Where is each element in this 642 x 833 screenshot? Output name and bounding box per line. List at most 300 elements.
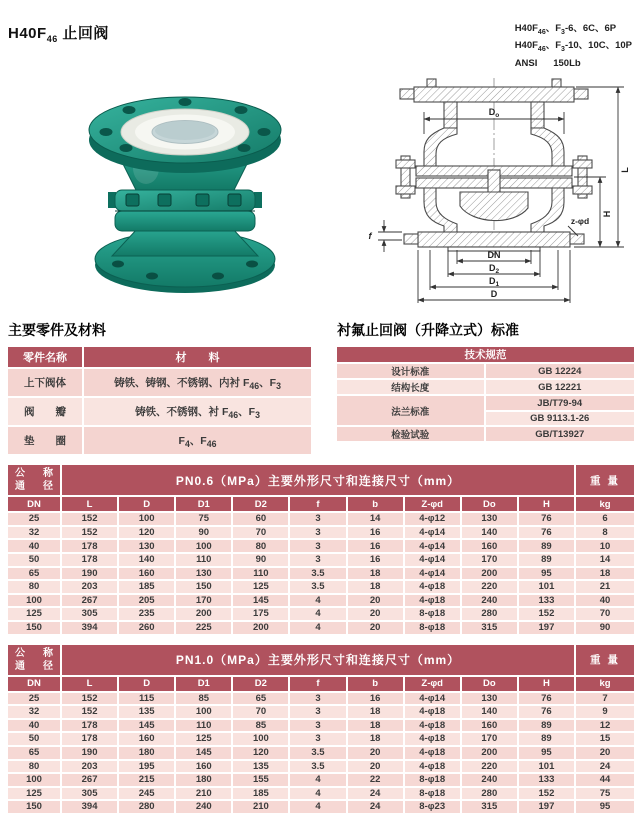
dim-cell: 18 xyxy=(348,733,405,747)
dim-cell: 40 xyxy=(8,720,62,734)
dim-cell: 160 xyxy=(176,761,233,775)
subscript: 3 xyxy=(255,409,260,420)
dim-cell: 178 xyxy=(62,720,119,734)
dim-cell: 150 xyxy=(176,581,233,595)
column-header: kg xyxy=(576,677,634,693)
dim-cell: 3 xyxy=(290,513,347,527)
column-header: f xyxy=(290,497,347,513)
model-code-line xyxy=(515,22,632,39)
column-header: Z-φd xyxy=(405,497,462,513)
subscript: 46 xyxy=(228,409,239,420)
dim-cell: 44 xyxy=(576,774,634,788)
dim-cell: 125 xyxy=(8,788,62,802)
model-code-line xyxy=(515,57,632,71)
table-row xyxy=(8,761,634,775)
dim-cell: 240 xyxy=(462,595,519,609)
ptfe-liner xyxy=(121,109,249,155)
dim-cell: 24 xyxy=(348,788,405,802)
dim-cell: 155 xyxy=(233,774,290,788)
dim-cell: 110 xyxy=(176,720,233,734)
dim-cell: 315 xyxy=(462,801,519,815)
dim-cell: 40 xyxy=(576,595,634,609)
dim-cell: 160 xyxy=(119,568,176,582)
dim-cell: 3.5 xyxy=(290,581,347,595)
dim-cell: 20 xyxy=(348,761,405,775)
text-segment: 铸铁、铸钢、不锈钢、内衬 F xyxy=(114,376,250,389)
col-header-part: 零件名称 xyxy=(8,347,84,369)
text-segment: H40F xyxy=(514,23,538,34)
lower-body xyxy=(112,228,258,256)
standard-name-cell: 结构长度 xyxy=(337,380,486,396)
text-segment: 止回阀 xyxy=(57,25,109,42)
dim-cell: 4-φ18 xyxy=(405,720,462,734)
dim-cell: 115 xyxy=(119,693,176,707)
subscript: 46 xyxy=(206,438,217,449)
dim-label-d: D xyxy=(490,289,498,300)
dim-cell: 205 xyxy=(119,595,176,609)
text-segment: 铸铁、不锈钢、衬 F xyxy=(135,405,229,418)
table-row xyxy=(8,540,634,554)
dim-cell: 180 xyxy=(119,747,176,761)
dim-cell: 170 xyxy=(462,554,519,568)
table-row xyxy=(8,581,634,595)
model-codes xyxy=(515,22,632,70)
dim-cell: 240 xyxy=(176,801,233,815)
dim-cell: 18 xyxy=(576,568,634,582)
table-row xyxy=(8,398,311,427)
dim-table-title: PN1.0（MPa）主要外形尺寸和连接尺寸（mm） xyxy=(62,645,576,677)
dim-cell: 110 xyxy=(176,554,233,568)
dim-cell: 4-φ12 xyxy=(405,513,462,527)
dim-header-nominal-diameter xyxy=(8,465,62,497)
dim-cell: 3 xyxy=(290,554,347,568)
dim-label-dn: DN xyxy=(487,250,501,261)
table-row xyxy=(337,396,634,412)
page-title xyxy=(8,22,109,44)
subscript: 46 xyxy=(46,34,58,44)
dim-cell: 20 xyxy=(348,747,405,761)
dim-cell: 170 xyxy=(462,733,519,747)
dim-cell: 65 xyxy=(8,747,62,761)
dim-cell: 101 xyxy=(519,581,576,595)
dim-cell: 4-φ14 xyxy=(405,693,462,707)
dim-cell: 22 xyxy=(348,774,405,788)
text-segment: ANSI 150Lb xyxy=(514,57,581,69)
header-row xyxy=(337,347,634,364)
dim-cell: 80 xyxy=(8,581,62,595)
dim-cell: 85 xyxy=(176,693,233,707)
dim-cell: 145 xyxy=(233,595,290,609)
dim-cell: 280 xyxy=(462,608,519,622)
dim-cell: 125 xyxy=(233,581,290,595)
middle-flange xyxy=(108,190,262,231)
dim-cell: 6 xyxy=(576,513,634,527)
column-header: H xyxy=(519,677,576,693)
dim-cell: 4 xyxy=(290,608,347,622)
model-code-line xyxy=(515,39,632,56)
dim-cell: 32 xyxy=(8,706,62,720)
dim-cell: 4-φ14 xyxy=(405,568,462,582)
dim-cell: 20 xyxy=(576,747,634,761)
subscript: 46 xyxy=(537,46,546,54)
text-segment: H40F xyxy=(8,25,47,42)
dim-cell: 120 xyxy=(119,527,176,541)
standard-value-cell: JB/T79-94 xyxy=(486,396,635,412)
corner-char: 通 xyxy=(15,481,25,493)
dim-cell: 8-φ18 xyxy=(405,788,462,802)
valve-technical-drawing xyxy=(354,74,642,308)
dim-cell: 170 xyxy=(176,595,233,609)
part-name-cell: 上下阀体 xyxy=(8,369,84,398)
dim-cell: 90 xyxy=(233,554,290,568)
dim-cell: 3.5 xyxy=(290,761,347,775)
dim-cell: 200 xyxy=(233,622,290,636)
dim-cell: 145 xyxy=(119,720,176,734)
column-header: D xyxy=(119,497,176,513)
table-row xyxy=(8,720,634,734)
standard-name-cell: 设计标准 xyxy=(337,364,486,380)
dim-cell: 220 xyxy=(462,581,519,595)
dim-cell: 160 xyxy=(119,733,176,747)
header-row xyxy=(8,645,634,677)
table-row xyxy=(337,364,634,380)
valve-product-photo xyxy=(66,80,304,298)
dim-cell: 110 xyxy=(233,568,290,582)
text-segment: 、F xyxy=(545,23,562,34)
dim-cell: 125 xyxy=(8,608,62,622)
dim-cell: 305 xyxy=(62,788,119,802)
column-header: Do xyxy=(462,497,519,513)
dim-cell: 14 xyxy=(348,513,405,527)
dim-cell: 130 xyxy=(119,540,176,554)
table-row xyxy=(8,513,634,527)
dim-header-nominal-diameter xyxy=(8,645,62,677)
col-header-spec: 技术规范 xyxy=(337,347,634,364)
dim-cell: 133 xyxy=(519,595,576,609)
table-row xyxy=(8,747,634,761)
dim-cell: 4 xyxy=(290,788,347,802)
dim-cell: 175 xyxy=(233,608,290,622)
dim-cell: 3 xyxy=(290,527,347,541)
pn10-table-section xyxy=(8,645,634,815)
dim-table-title: PN0.6（MPa）主要外形尺寸和连接尺寸（mm） xyxy=(62,465,576,497)
table-row xyxy=(8,427,311,456)
dim-cell: 90 xyxy=(176,527,233,541)
col-header-material: 材 料 xyxy=(84,347,311,369)
dim-cell: 120 xyxy=(233,747,290,761)
dim-cell: 152 xyxy=(62,513,119,527)
dim-cell: 145 xyxy=(176,747,233,761)
dim-cell: 89 xyxy=(519,540,576,554)
table-row xyxy=(8,693,634,707)
dim-cell: 152 xyxy=(519,608,576,622)
part-name-cell: 垫 圈 xyxy=(8,427,84,456)
dim-cell: 140 xyxy=(119,554,176,568)
dim-cell: 8-φ18 xyxy=(405,608,462,622)
corner-line xyxy=(15,647,53,660)
dim-cell: 65 xyxy=(233,693,290,707)
dim-header-weight: 重 量 xyxy=(576,645,634,677)
dim-cell: 50 xyxy=(8,733,62,747)
dim-cell: 130 xyxy=(462,513,519,527)
dim-cell: 18 xyxy=(348,706,405,720)
subscript: 4 xyxy=(184,438,190,449)
dim-cell: 21 xyxy=(576,581,634,595)
dim-cell: 90 xyxy=(576,622,634,636)
table-row xyxy=(8,608,634,622)
text-segment: -10、10C、10P xyxy=(564,40,632,52)
dim-label-h: H xyxy=(602,211,612,218)
corner-char: 通 xyxy=(15,660,25,672)
dim-cell: 85 xyxy=(233,720,290,734)
pn10-dimension-table xyxy=(8,645,634,815)
column-header: H xyxy=(519,497,576,513)
subscript: 46 xyxy=(537,28,546,36)
dim-cell: 100 xyxy=(8,774,62,788)
dim-cell: 8-φ18 xyxy=(405,774,462,788)
dim-cell: 3 xyxy=(290,720,347,734)
dim-cell: 50 xyxy=(8,554,62,568)
subheader-row xyxy=(8,497,634,513)
subscript: 3 xyxy=(276,380,281,391)
dim-cell: 197 xyxy=(519,801,576,815)
column-header: D1 xyxy=(176,677,233,693)
dim-cell: 25 xyxy=(8,693,62,707)
dim-cell: 100 xyxy=(176,540,233,554)
text-segment: 、F xyxy=(545,40,562,52)
dim-cell: 80 xyxy=(8,761,62,775)
dim-cell: 16 xyxy=(348,527,405,541)
column-header: Z-φd xyxy=(405,677,462,693)
dim-cell: 89 xyxy=(519,733,576,747)
corner-char: 径 xyxy=(43,481,53,493)
standard-name-cell: 检验试验 xyxy=(337,427,486,443)
dim-cell: 70 xyxy=(233,706,290,720)
dim-cell: 40 xyxy=(8,540,62,554)
dim-cell: 4-φ18 xyxy=(405,595,462,609)
dim-cell: 190 xyxy=(62,747,119,761)
corner-char: 称 xyxy=(43,647,53,659)
column-header: L xyxy=(62,677,119,693)
material-cell xyxy=(84,427,311,456)
dim-cell: 140 xyxy=(462,706,519,720)
dim-label-f: f xyxy=(368,231,372,242)
dim-cell: 18 xyxy=(348,568,405,582)
header-row xyxy=(8,465,634,497)
dim-cell: 12 xyxy=(576,720,634,734)
dim-cell: 24 xyxy=(576,761,634,775)
table-row xyxy=(8,568,634,582)
dim-cell: 130 xyxy=(176,568,233,582)
subscript: 46 xyxy=(249,380,260,391)
dim-cell: 178 xyxy=(62,540,119,554)
table-row xyxy=(8,788,634,802)
corner-char: 公 xyxy=(15,468,25,480)
dim-cell: 203 xyxy=(62,581,119,595)
dim-cell: 18 xyxy=(348,581,405,595)
dim-cell: 200 xyxy=(462,568,519,582)
column-header: DN xyxy=(8,677,62,693)
column-header: D2 xyxy=(233,497,290,513)
header-row xyxy=(8,347,311,369)
dim-cell: 8-φ18 xyxy=(405,622,462,636)
dim-cell: 3 xyxy=(290,540,347,554)
dim-cell: 89 xyxy=(519,720,576,734)
column-header: b xyxy=(348,497,405,513)
table-row xyxy=(8,595,634,609)
text-segment: -6、6C、6P xyxy=(564,23,617,34)
text-segment: 、F xyxy=(189,434,207,447)
subscript: 3 xyxy=(561,46,565,54)
dim-cell: 4-φ14 xyxy=(405,527,462,541)
dim-label-d2: $D_2$ xyxy=(488,263,500,276)
dim-label-d1: $D_1$ xyxy=(488,276,500,289)
dim-cell: 245 xyxy=(119,788,176,802)
column-header: D1 xyxy=(176,497,233,513)
text-segment: F xyxy=(178,434,185,447)
dim-cell: 10 xyxy=(576,540,634,554)
dim-cell: 80 xyxy=(233,540,290,554)
table-row xyxy=(8,774,634,788)
material-cell xyxy=(84,369,311,398)
dim-label-do: $D_o$ xyxy=(488,107,500,120)
column-header: b xyxy=(348,677,405,693)
dim-cell: 4-φ14 xyxy=(405,554,462,568)
dim-cell: 160 xyxy=(462,720,519,734)
column-header: Do xyxy=(462,677,519,693)
dim-cell: 152 xyxy=(519,788,576,802)
dim-cell: 315 xyxy=(462,622,519,636)
standard-value-cell: GB 9113.1-26 xyxy=(486,412,635,428)
dim-cell: 3 xyxy=(290,693,347,707)
dim-cell: 16 xyxy=(348,693,405,707)
dim-cell: 4 xyxy=(290,622,347,636)
dim-cell: 20 xyxy=(348,622,405,636)
column-header: D xyxy=(119,677,176,693)
dim-cell: 220 xyxy=(462,761,519,775)
dim-label-l: L xyxy=(620,167,630,174)
dim-cell: 7 xyxy=(576,693,634,707)
dim-cell: 100 xyxy=(8,595,62,609)
dim-cell: 280 xyxy=(119,801,176,815)
material-cell xyxy=(84,398,311,427)
dim-cell: 76 xyxy=(519,527,576,541)
materials-title: 主要零件及材料 xyxy=(8,322,106,339)
column-header: kg xyxy=(576,497,634,513)
dim-cell: 3.5 xyxy=(290,568,347,582)
dim-cell: 4-φ18 xyxy=(405,581,462,595)
dim-cell: 150 xyxy=(8,622,62,636)
dim-cell: 4-φ18 xyxy=(405,706,462,720)
standards-title: 衬氟止回阀（升降立式）标准 xyxy=(337,322,519,339)
dim-cell: 8-φ23 xyxy=(405,801,462,815)
dim-cell: 197 xyxy=(519,622,576,636)
dim-cell: 60 xyxy=(233,513,290,527)
dim-cell: 70 xyxy=(576,608,634,622)
dim-cell: 235 xyxy=(119,608,176,622)
standard-value-cell: GB/T13927 xyxy=(486,427,635,443)
dim-cell: 4 xyxy=(290,774,347,788)
dim-cell: 160 xyxy=(462,540,519,554)
dim-cell: 4 xyxy=(290,595,347,609)
dim-cell: 4-φ18 xyxy=(405,747,462,761)
dim-cell: 394 xyxy=(62,801,119,815)
dim-cell: 4-φ14 xyxy=(405,540,462,554)
dim-cell: 75 xyxy=(176,513,233,527)
dim-cell: 95 xyxy=(519,747,576,761)
dim-cell: 24 xyxy=(348,801,405,815)
column-header: DN xyxy=(8,497,62,513)
corner-char: 径 xyxy=(43,660,53,672)
figures-row xyxy=(0,74,642,308)
dim-label-zpd: z-φd xyxy=(570,216,590,227)
dim-cell: 125 xyxy=(176,733,233,747)
dim-cell: 394 xyxy=(62,622,119,636)
dim-cell: 89 xyxy=(519,554,576,568)
text-segment: 、F xyxy=(238,405,256,418)
dim-cell: 76 xyxy=(519,513,576,527)
dim-cell: 280 xyxy=(462,788,519,802)
standards-table xyxy=(337,347,634,443)
dim-cell: 135 xyxy=(233,761,290,775)
dim-cell: 130 xyxy=(462,693,519,707)
table-row xyxy=(337,427,634,443)
dim-cell: 14 xyxy=(576,554,634,568)
dim-cell: 305 xyxy=(62,608,119,622)
pn06-dimension-table xyxy=(8,465,634,635)
column-header: L xyxy=(62,497,119,513)
dim-cell: 152 xyxy=(62,706,119,720)
dim-cell: 195 xyxy=(119,761,176,775)
table-row xyxy=(8,733,634,747)
dim-cell: 25 xyxy=(8,513,62,527)
dim-cell: 100 xyxy=(233,733,290,747)
corner-line xyxy=(15,660,53,673)
dim-cell: 203 xyxy=(62,761,119,775)
dim-cell: 180 xyxy=(176,774,233,788)
materials-table xyxy=(8,347,311,456)
table-row xyxy=(8,801,634,815)
dim-cell: 32 xyxy=(8,527,62,541)
table-row xyxy=(8,527,634,541)
part-name-cell: 阀 瓣 xyxy=(8,398,84,427)
dim-cell: 8 xyxy=(576,527,634,541)
dim-cell: 20 xyxy=(348,608,405,622)
table-row xyxy=(337,380,634,396)
dim-cell: 16 xyxy=(348,554,405,568)
dim-cell: 15 xyxy=(576,733,634,747)
subscript: 3 xyxy=(561,28,565,36)
standard-name-cell: 法兰标准 xyxy=(337,396,486,427)
dim-cell: 18 xyxy=(348,720,405,734)
subheader-row xyxy=(8,677,634,693)
corner-char: 称 xyxy=(43,468,53,480)
dim-cell: 3.5 xyxy=(290,747,347,761)
dim-cell: 4-φ18 xyxy=(405,761,462,775)
dim-cell: 100 xyxy=(119,513,176,527)
page-header xyxy=(0,0,642,70)
dim-cell: 76 xyxy=(519,693,576,707)
dim-cell: 100 xyxy=(176,706,233,720)
standard-value-cell: GB 12221 xyxy=(486,380,635,396)
dim-cell: 4 xyxy=(290,801,347,815)
table-row xyxy=(8,554,634,568)
dim-cell: 76 xyxy=(519,706,576,720)
dim-cell: 140 xyxy=(462,527,519,541)
dim-cell: 210 xyxy=(176,788,233,802)
dim-cell: 135 xyxy=(119,706,176,720)
materials-section xyxy=(8,320,311,456)
